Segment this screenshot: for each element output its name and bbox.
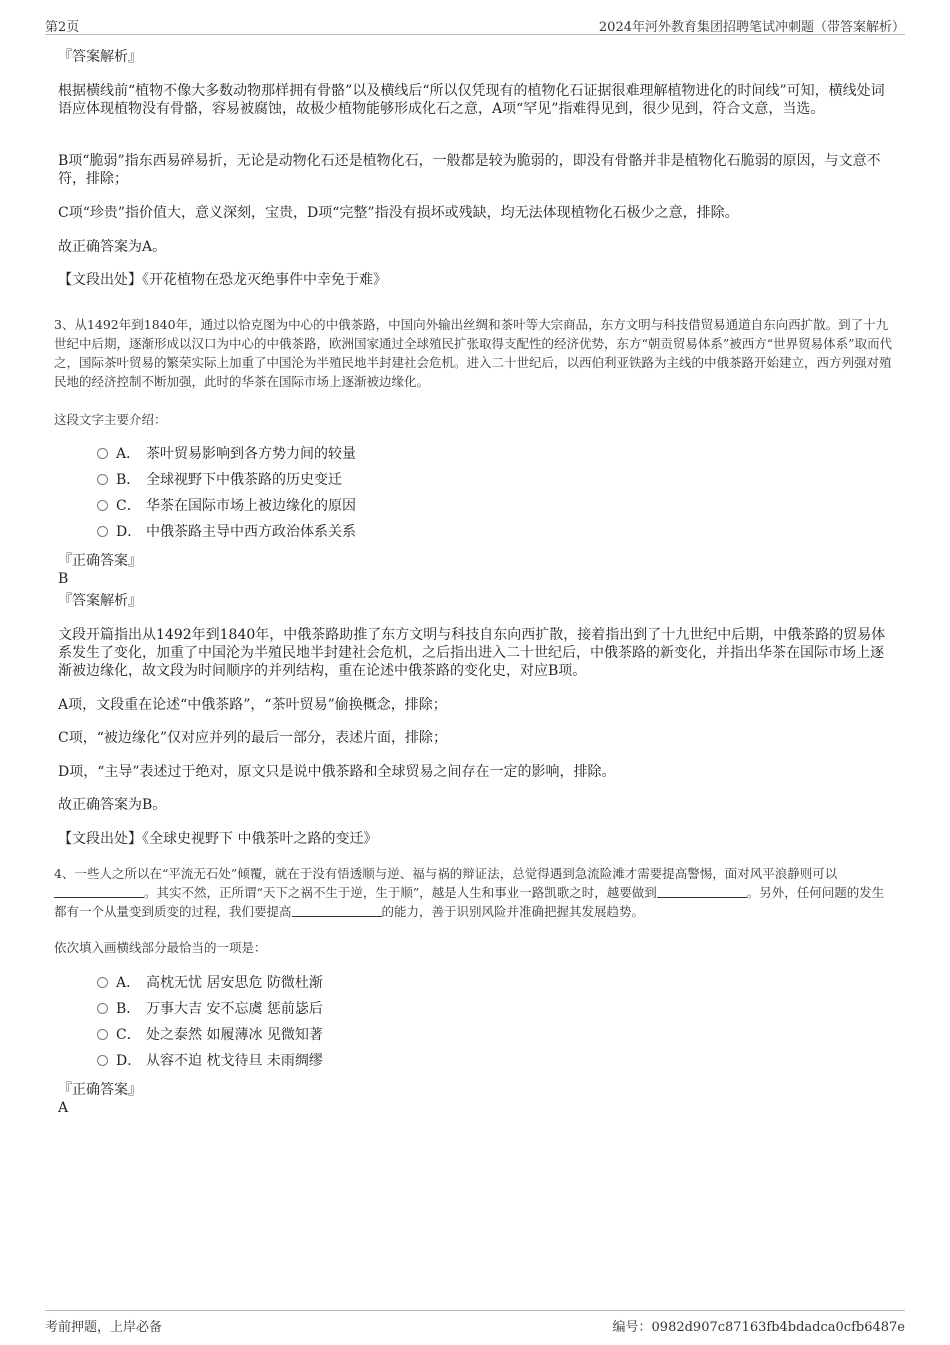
analysis-paragraph: A项，文段重在论述“中俄茶路”，“茶叶贸易”偷换概念，排除；: [58, 697, 447, 713]
document-code: 编号：0982d907c87163fb4bdadca0cfb6487e: [612, 1320, 905, 1335]
option-d[interactable]: D． 从容不迫 枕戈待旦 未雨绸缪: [97, 1052, 323, 1070]
radio-icon[interactable]: [97, 448, 108, 459]
analysis-paragraph: 根据横线前“植物不像大多数动物那样拥有骨骼”以及横线后“所以仅凭现有的植物化石证据很难理解植物进化的时间线”可知，横线处词语应体现植物没有骨骼，容易被腐蚀，故极少植物能够形成化石之意，A项“罕见”指难得见到，很少见到，符合文意，当选。: [58, 83, 885, 117]
radio-icon[interactable]: [97, 1003, 108, 1014]
correct-answer-label: 『正确答案』: [58, 553, 142, 569]
analysis-paragraph: C项，“被边缘化”仅对应并列的最后一部分，表述片面，排除；: [58, 730, 448, 746]
source-citation: 【文段出处】《全球史视野下 中俄茶叶之路的变迁》: [58, 831, 378, 847]
analysis-conclusion: 故正确答案为B。: [58, 797, 167, 813]
question-prompt: 这段文字主要介绍：: [54, 412, 167, 427]
blank-line: [54, 885, 144, 898]
analysis-paragraph: 文段开篇指出从1492年到1840年，中俄茶路助推了东方文明与科技自东向西扩散，接着指出到了十九世纪中后期，中俄茶路的贸易体系发生了变化，加重了中国沦为半殖民地半封建社会危机，之后指出进入二十世纪后，中俄茶路的新变化，并指出华茶在国际市场上逐渐被边缘化，故文段为时间顺序的并列结构，重在论述中俄茶路的变化史，对应B项。: [58, 627, 886, 679]
footer-slogan: 考前押题，上岸必备: [45, 1320, 163, 1335]
radio-icon[interactable]: [97, 474, 108, 485]
option-c[interactable]: C． 处之泰然 如履薄冰 见微知著: [97, 1026, 323, 1044]
question-prompt: 依次填入画横线部分最恰当的一项是：: [54, 940, 267, 955]
option-d[interactable]: D． 中俄茶路主导中西方政治体系关系: [97, 523, 356, 541]
option-a[interactable]: A． 茶叶贸易影响到各方势力间的较量: [97, 445, 356, 463]
page-number: 第2页: [45, 20, 80, 35]
radio-icon[interactable]: [97, 1029, 108, 1040]
question-stem: 4、一些人之所以在“平流无石处”倾覆，就在于没有悟透顺与逆、福与祸的辩证法，总觉得遇到急流险滩才需要提高警惕，面对风平浪静则可以。其实不然，正所谓“天下之祸不生于逆，生于顺”，越是人生和事业一路凯歌之时，越要做到 。另外，任何问题的发生都有一个从量变到质变的过程，我们要提高 的能力，善于识别风险并准确把握其发展趋势。: [54, 866, 885, 919]
analysis-label: 『答案解析』: [58, 593, 142, 609]
analysis-paragraph: D项，“主导”表述过于绝对，原文只是说中俄茶路和全球贸易之间存在一定的影响，排除。: [58, 764, 616, 780]
document-title: 2024年河外教育集团招聘笔试冲刺题（带答案解析）: [598, 20, 905, 35]
analysis-conclusion: 故正确答案为A。: [58, 239, 167, 255]
analysis-paragraph: B项“脆弱”指东西易碎易折，无论是动物化石还是植物化石，一般都是较为脆弱的，即没有骨骼并非是植物化石脆弱的原因，与文意不符，排除；: [58, 153, 881, 187]
radio-icon[interactable]: [97, 500, 108, 511]
question-stem: 3、从1492年到1840年，通过以恰克图为中心的中俄茶路，中国向外输出丝绸和茶叶等大宗商品，东方文明与科技借贸易通道自东向西扩散。到了十九世纪中后期，逐渐形成以汉口为中心的中俄茶路，欧洲国家通过全球殖民扩张取得支配性的经济优势，东方“朝贡贸易体系”被西方“世界贸易体系”取而代之，国际茶叶贸易的繁荣实际上加重了中国沦为半殖民地半封建社会危机。进入二十世纪后，以西伯利亚铁路为主线的中俄茶路开始建立，西方列强对殖民地的经济控制不断加强，此时的华茶在国际市场上逐渐被边缘化。: [54, 317, 893, 389]
radio-icon[interactable]: [97, 1055, 108, 1066]
correct-answer-label: 『正确答案』: [58, 1082, 142, 1098]
option-b[interactable]: B． 万事大吉 安不忘虞 惩前毖后: [97, 1000, 323, 1018]
analysis-paragraph: C项“珍贵”指价值大，意义深刻，宝贵，D项“完整”指没有损坏或残缺，均无法体现植物化石极少之意，排除。: [58, 205, 739, 221]
option-b[interactable]: B． 全球视野下中俄茶路的历史变迁: [97, 471, 342, 489]
option-a[interactable]: A． 高枕无忧 居安思危 防微杜渐: [97, 974, 323, 992]
blank-line: [657, 885, 747, 898]
radio-icon[interactable]: [97, 977, 108, 988]
correct-answer: A: [58, 1100, 69, 1116]
correct-answer: B: [58, 571, 69, 587]
blank-line: [292, 904, 382, 917]
option-c[interactable]: C． 华茶在国际市场上被边缘化的原因: [97, 497, 356, 515]
radio-icon[interactable]: [97, 526, 108, 537]
page-footer: [45, 1310, 905, 1337]
source-citation: 【文段出处】《开花植物在恐龙灭绝事件中幸免于难》: [58, 272, 387, 288]
analysis-label: 『答案解析』: [58, 49, 142, 65]
